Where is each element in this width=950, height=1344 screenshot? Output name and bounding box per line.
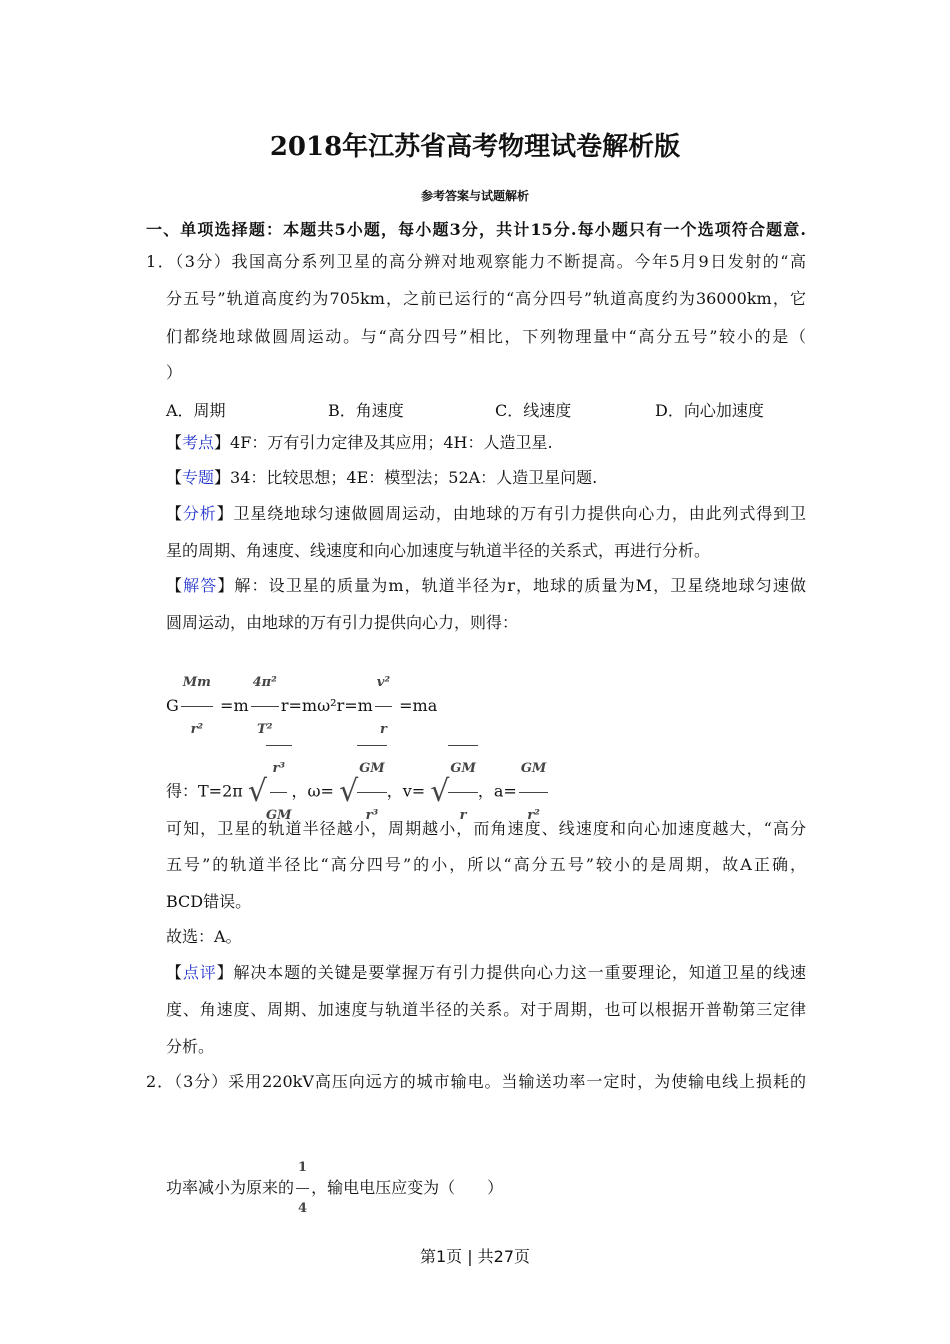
- option-d: D．向心加速度: [655, 401, 764, 420]
- sqrt: √ $\frac{\text{r³}}{GM}$: [248, 745, 292, 839]
- fenxi-line: 【分析】卫星绕地球匀速做圆周运动，由地球的万有引力提供向心力，由此列式得到卫: [166, 504, 806, 523]
- eq-text: =ma: [399, 696, 438, 715]
- kaodian-text: 4F：万有引力定律及其应用；4H：人造卫星.: [230, 433, 553, 452]
- numerator: GM: [357, 746, 387, 793]
- zhuanti-label: 专题: [182, 468, 215, 487]
- dianping-line: 【点评】解决本题的关键是要掌握万有引力提供向心力这一重要理论，知道卫星的线速: [166, 963, 806, 982]
- document-title: 2018年江苏省高考物理试卷解析版: [269, 132, 681, 162]
- q2-text: 功率减小为原来的: [166, 1178, 295, 1197]
- conclusion-line: BCD错误。: [166, 892, 252, 911]
- denominator: T²: [257, 722, 273, 737]
- numerator: v²: [375, 660, 392, 707]
- denominator: r³: [365, 808, 379, 823]
- sqrt: √ $\frac{GM}{r}$: [430, 745, 478, 839]
- conclusion-line: 五号”的轨道半径比“高分四号”的小，所以“高分五号”较小的是周期，故A正确，: [166, 855, 806, 874]
- dianping-line: 分析。: [166, 1037, 215, 1056]
- kaodian-line: 【考点】4F：万有引力定律及其应用；4H：人造卫星.: [166, 433, 553, 452]
- question-1-line: ）: [166, 363, 183, 382]
- numerator: 1: [296, 1148, 309, 1189]
- fenxi-text: 卫星绕地球匀速做圆周运动，由地球的万有引力提供向心力，由此列式得到卫: [233, 504, 806, 523]
- numerator: Mm: [181, 660, 213, 707]
- eq-text: 得：T=2π: [166, 781, 243, 801]
- numerator: GM: [519, 746, 549, 793]
- jieda-label: 解答: [183, 576, 218, 595]
- question-1-line: 分五号”轨道高度约为705km，之前已运行的“高分四号”轨道高度约为36000km，它: [166, 289, 806, 308]
- dianping-line: 度、角速度、周期、加速度与轨道半径的关系。对于周期，也可以根据开普勒第三定律: [166, 1000, 806, 1019]
- numerator: GM: [448, 746, 478, 793]
- question-2-line: 2．（3分）采用220kV高压向远方的城市输电。当输送功率一定时，为使输电线上损耗的: [146, 1072, 806, 1091]
- eq-text: ，a=: [477, 781, 517, 801]
- option-c: C．线速度: [495, 401, 572, 420]
- document-subtitle: 参考答案与试题解析: [420, 189, 529, 203]
- jieda-line: 【解答】解：设卫星的质量为m，轨道半径为r，地球的质量为M，卫星绕地球匀速做: [166, 576, 806, 595]
- dianping-label: 点评: [182, 963, 217, 982]
- denominator: r²: [190, 722, 204, 737]
- fraction: [251, 660, 279, 753]
- fraction: [181, 660, 213, 753]
- jieda-line: 圆周运动，由地球的万有引力提供向心力，则得：: [166, 613, 519, 632]
- denominator: r: [459, 808, 467, 823]
- option-b: B．角速度: [328, 401, 404, 420]
- numerator: 4π²: [251, 660, 279, 707]
- q2-text: ，输电电压应变为（ ）: [311, 1178, 504, 1197]
- eq-text: ，ω=: [291, 781, 334, 801]
- eq-text: ，v=: [386, 781, 426, 801]
- sqrt: √ $\frac{GM}{\text{r³}}$: [339, 745, 387, 839]
- page-footer: 第1页 | 共27页: [419, 1247, 531, 1266]
- fenxi-label: 分析: [182, 504, 217, 523]
- dianping-text: 解决本题的关键是要掌握万有引力提供向心力这一重要理论，知道卫星的线速: [233, 963, 806, 982]
- kaodian-label: 考点: [182, 433, 215, 452]
- fraction: [375, 660, 392, 753]
- eq-text: =m: [220, 696, 249, 715]
- jieda-text: 解：设卫星的质量为m，轨道半径为r，地球的质量为M，卫星绕地球匀速做: [234, 576, 806, 595]
- question-2-line: [166, 1148, 503, 1229]
- zhuanti-text: 34：比较思想；4E：模型法；52A：人造卫星问题.: [230, 468, 598, 487]
- option-a: A．周期: [166, 401, 226, 420]
- denominator: r: [379, 722, 387, 737]
- eq-text: G: [166, 696, 179, 715]
- fraction: [296, 1148, 309, 1229]
- question-1-line: 们都绕地球做圆周运动。与“高分四号”相比，下列物理量中“高分五号”较小的是（: [166, 327, 806, 346]
- answer-line: 故选：A。: [166, 927, 242, 946]
- denominator: r²: [527, 807, 540, 823]
- eq-text: r=mω²r=m: [280, 696, 373, 715]
- question-1-line: 1．（3分）我国高分系列卫星的高分辨对地观察能力不断提高。今年5月9日发射的“高: [146, 252, 806, 271]
- denominator: GM: [266, 808, 292, 823]
- denominator: 4: [298, 1201, 308, 1216]
- numerator: r³: [270, 746, 287, 793]
- section-heading: 一、单项选择题：本题共5小题，每小题3分，共计15分.每小题只有一个选项符合题意.: [146, 220, 806, 239]
- zhuanti-line: 【专题】34：比较思想；4E：模型法；52A：人造卫星问题.: [166, 468, 598, 487]
- fenxi-line: 星的周期、角速度、线速度和向心加速度与轨道半径的关系式，再进行分析。: [166, 541, 711, 560]
- conclusion-line: 可知，卫星的轨道半径越小，周期越小，而角速度、线速度和向心加速度越大，“高分: [166, 819, 806, 838]
- equation-1: [166, 660, 437, 753]
